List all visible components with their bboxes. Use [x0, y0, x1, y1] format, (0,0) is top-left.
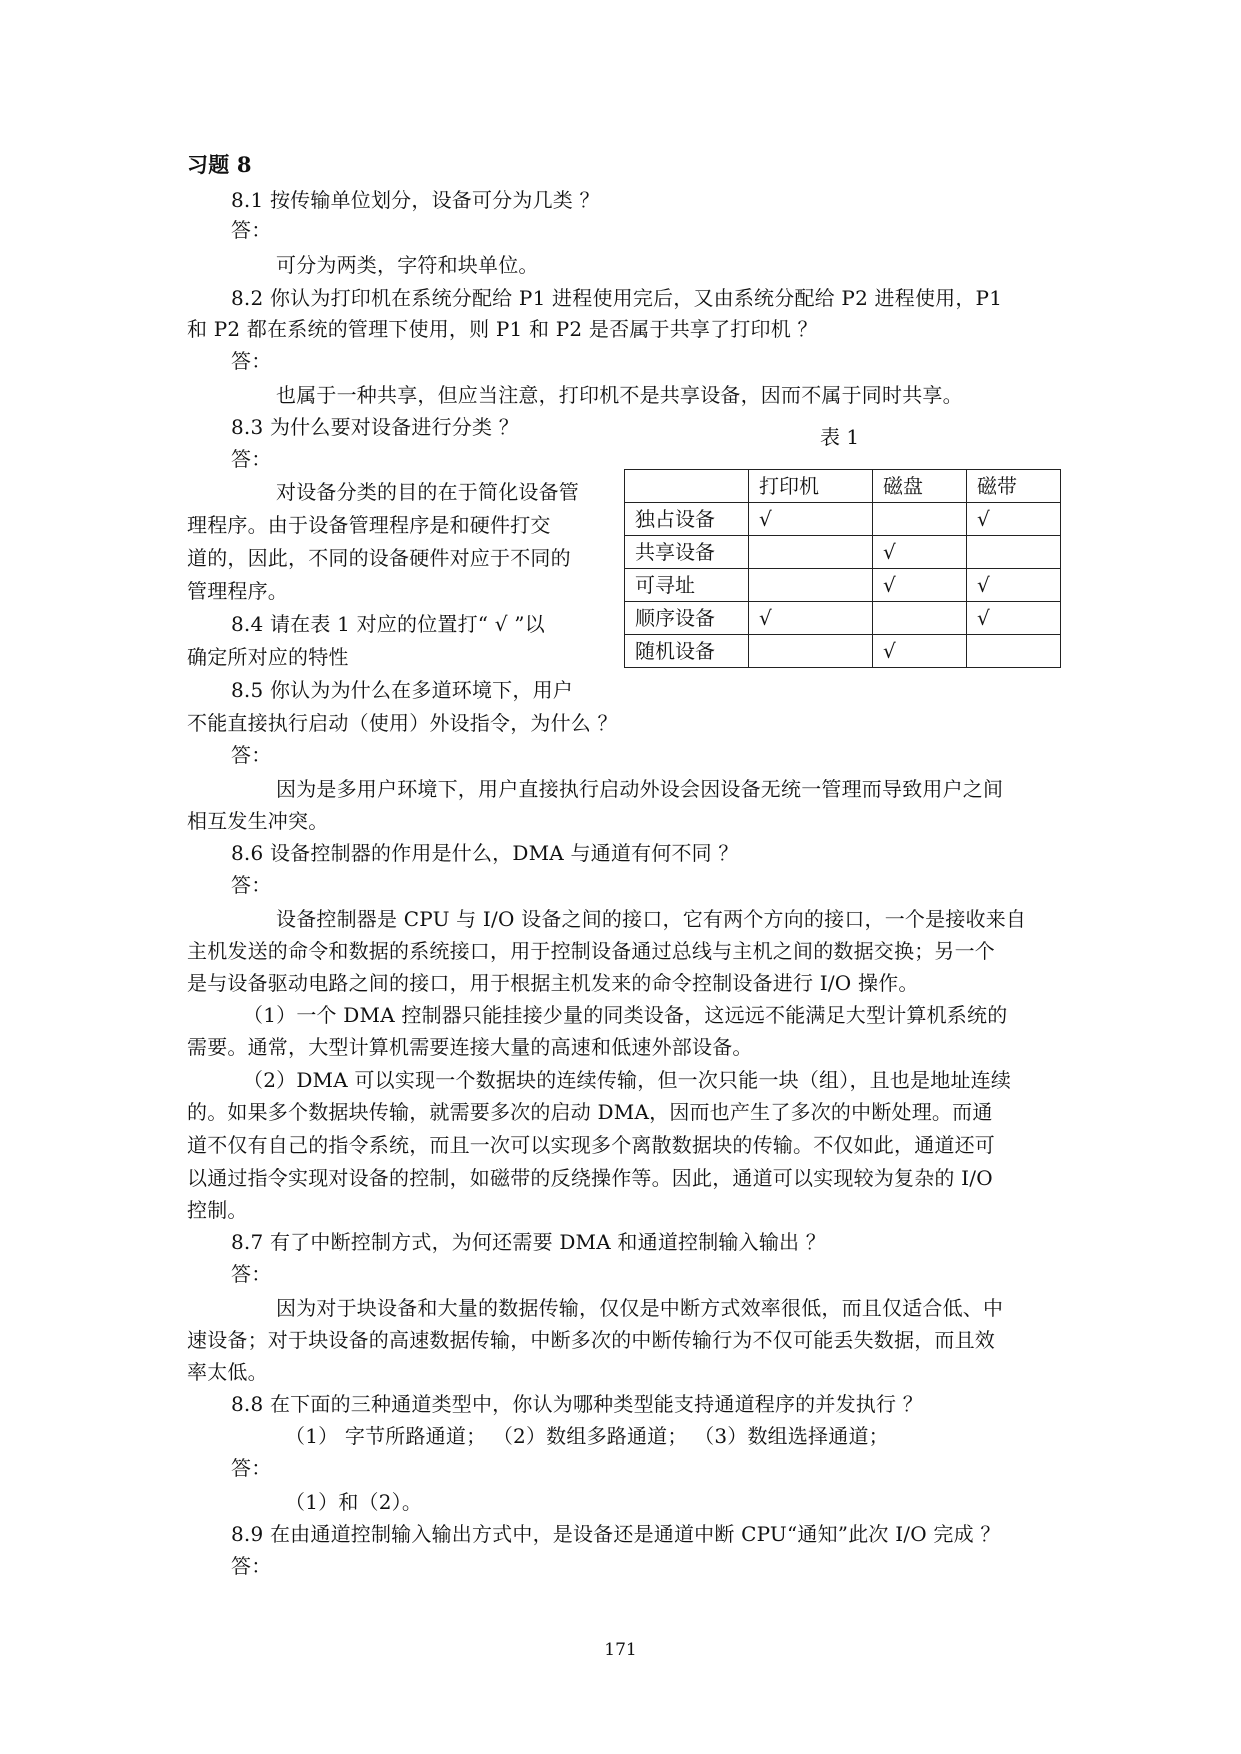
exercise-heading: 习题 8: [187, 152, 252, 177]
table-cell: [749, 536, 873, 569]
question-8-9: 8.9 在由通道控制输入输出方式中，是设备还是通道中断 CPU“通知”此次 I/O 完成 ？: [231, 1522, 1001, 1546]
question-8-2-line-1: 8.2 你认为打印机在系统分配给 P1 进程使用完后，又由系统分配给 P2 进程使用，P1: [231, 286, 1003, 310]
table-row-label: 共享设备: [625, 536, 749, 569]
answer-label: 答：: [231, 218, 272, 242]
table-row-label: 可寻址: [625, 569, 749, 602]
answer-label: 答：: [231, 873, 272, 897]
answer-8-6-line-1: 设备控制器是 CPU 与 I/O 设备之间的接口，它有两个方向的接口，一个是接收来自: [276, 907, 1027, 931]
question-8-8-options: （1） 字节所路通道； （2）数组多路通道； （3）数组选择通道；: [285, 1424, 889, 1448]
table-header-row: [625, 470, 1061, 503]
answer-8-6-line-6: （2）DMA 可以实现一个数据块的连续传输，但一次只能一块（组），且也是地址连续: [243, 1068, 1012, 1092]
question-8-4-line-1: 8.4 请在表 1 对应的位置打“ √ ”以: [231, 612, 545, 636]
table-cell: √: [873, 569, 967, 602]
table-cell: [749, 635, 873, 668]
answer-8-8: （1）和（2）。: [285, 1490, 423, 1514]
table-row: [625, 536, 1061, 569]
table-header-cell: 打印机: [749, 470, 873, 503]
answer-8-6-line-4: （1）一个 DMA 控制器只能挂接少量的同类设备，这远远不能满足大型计算机系统的: [243, 1003, 1008, 1027]
table-row-label: 独占设备: [625, 503, 749, 536]
answer-8-3-line-3: 道的，因此，不同的设备硬件对应于不同的: [187, 546, 571, 570]
table-header-cell: 磁盘: [873, 470, 967, 503]
answer-8-7-line-2: 速设备；对于块设备的高速数据传输，中断多次的中断传输行为不仅可能丢失数据，而且效: [187, 1328, 995, 1352]
table-header-cell: 磁带: [967, 470, 1061, 503]
answer-8-7-line-3: 率太低。: [187, 1360, 268, 1384]
answer-8-6-line-9: 以通过指令实现对设备的控制，如磁带的反绕操作等。因此，通道可以实现较为复杂的 I/O: [187, 1166, 993, 1190]
table-row: [625, 602, 1061, 635]
table-row-label: 随机设备: [625, 635, 749, 668]
question-8-8: 8.8 在下面的三种通道类型中，你认为哪种类型能支持通道程序的并发执行 ？: [231, 1392, 923, 1416]
answer-8-3-line-4: 管理程序。: [187, 579, 288, 603]
answer-8-5-line-1: 因为是多用户环境下，用户直接执行启动外设会因设备无统一管理而导致用户之间: [276, 777, 1004, 801]
answer-8-6-line-2: 主机发送的命令和数据的系统接口，用于控制设备通过总线与主机之间的数据交换；另一个: [187, 939, 995, 963]
answer-label: 答：: [231, 1554, 272, 1578]
table-row: [625, 569, 1061, 602]
table-cell: √: [749, 602, 873, 635]
question-8-2-line-2: 和 P2 都在系统的管理下使用，则 P1 和 P2 是否属于共享了打印机 ？: [187, 317, 818, 341]
answer-label: 答：: [231, 1262, 272, 1286]
answer-8-2: 也属于一种共享，但应当注意，打印机不是共享设备，因而不属于同时共享。: [276, 383, 963, 407]
table-header-cell: [625, 470, 749, 503]
answer-8-7-line-1: 因为对于块设备和大量的数据传输，仅仅是中断方式效率很低，而且仅适合低、中: [276, 1296, 1004, 1320]
table-cell: √: [967, 602, 1061, 635]
answer-label: 答：: [231, 1456, 272, 1480]
table-cell: √: [967, 569, 1061, 602]
answer-8-1: 可分为两类，字符和块单位。: [276, 253, 539, 277]
table-row: [625, 635, 1061, 668]
table-cell: √: [873, 635, 967, 668]
answer-label: 答：: [231, 349, 272, 373]
table-row: [625, 503, 1061, 536]
answer-8-3-line-1: 对设备分类的目的在于简化设备管: [276, 480, 579, 504]
table-cell: [873, 503, 967, 536]
table-cell: √: [873, 536, 967, 569]
answer-8-5-line-2: 相互发生冲突。: [187, 809, 329, 833]
page-number: 171: [604, 1640, 637, 1660]
question-8-6: 8.6 设备控制器的作用是什么，DMA 与通道有何不同 ？: [231, 841, 739, 865]
table-row-label: 顺序设备: [625, 602, 749, 635]
question-8-7: 8.7 有了中断控制方式，为何还需要 DMA 和通道控制输入输出 ？: [231, 1230, 826, 1254]
question-8-4-line-2: 确定所对应的特性: [187, 645, 349, 669]
table-caption: 表 1: [820, 425, 860, 449]
table-cell: [873, 602, 967, 635]
table-cell: [967, 635, 1061, 668]
answer-8-6-line-10: 控制。: [187, 1198, 248, 1222]
answer-8-6-line-7: 的。如果多个数据块传输，就需要多次的启动 DMA，因而也产生了多次的中断处理。而通: [187, 1100, 993, 1124]
table-cell: [967, 536, 1061, 569]
table-cell: √: [967, 503, 1061, 536]
answer-8-6-line-8: 道不仅有自己的指令系统，而且一次可以实现多个离散数据块的传输。不仅如此，通道还可: [187, 1133, 995, 1157]
answer-8-6-line-5: 需要。通常，大型计算机需要连接大量的高速和低速外部设备。: [187, 1035, 753, 1059]
table-cell: √: [749, 503, 873, 536]
device-feature-table: [624, 469, 1061, 668]
table-cell: [749, 569, 873, 602]
answer-8-3-line-2: 理程序。由于设备管理程序是和硬件打交: [187, 513, 551, 537]
answer-label: 答：: [231, 447, 272, 471]
question-8-5-line-1: 8.5 你认为为什么在多道环境下，用户: [231, 678, 573, 702]
answer-label: 答：: [231, 743, 272, 767]
question-8-5-line-2: 不能直接执行启动（使用）外设指令，为什么 ？: [187, 711, 618, 735]
question-8-3: 8.3 为什么要对设备进行分类 ？: [231, 415, 519, 439]
answer-8-6-line-3: 是与设备驱动电路之间的接口，用于根据主机发来的命令控制设备进行 I/O 操作。: [187, 971, 919, 995]
question-8-1: 8.1 按传输单位划分，设备可分为几类 ？: [231, 188, 600, 212]
